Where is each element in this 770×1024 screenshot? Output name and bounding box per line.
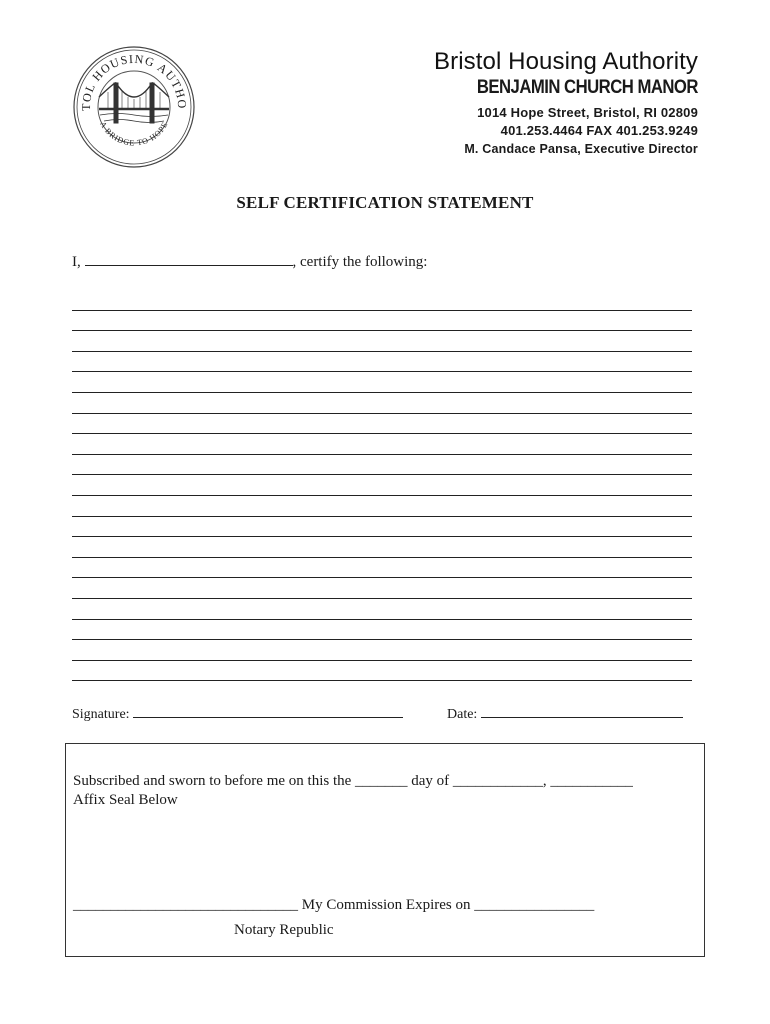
date-label: Date:: [447, 707, 478, 722]
svg-text:A BRIDGE TO HOPE: [98, 120, 169, 147]
statement-lines: [72, 290, 692, 681]
statement-line[interactable]: [72, 290, 692, 311]
address: 1014 Hope Street, Bristol, RI 02809: [477, 105, 698, 120]
bristol-housing-seal-logo: [72, 45, 196, 169]
organization-header: [434, 48, 698, 158]
bridge-icon: [99, 83, 169, 123]
statement-line[interactable]: [72, 496, 692, 517]
document-title: SELF CERTIFICATION STATEMENT: [236, 193, 534, 212]
executive-director: M. Candace Pansa, Executive Director: [464, 142, 698, 156]
date-field[interactable]: [481, 705, 683, 718]
statement-line[interactable]: [72, 537, 692, 558]
statement-line[interactable]: [72, 475, 692, 496]
certify-statement: [72, 252, 427, 271]
statement-line[interactable]: [72, 620, 692, 641]
statement-line[interactable]: [72, 414, 692, 435]
statement-line[interactable]: [72, 517, 692, 538]
certify-prefix: I,: [72, 254, 81, 270]
statement-line[interactable]: [72, 599, 692, 620]
statement-line[interactable]: [72, 352, 692, 373]
statement-line[interactable]: [72, 455, 692, 476]
statement-line[interactable]: [72, 661, 692, 682]
svg-text:BRISTOL HOUSING AUTHORITY: [72, 45, 189, 111]
notary-signature-line[interactable]: ______________________________ My Commission Expires on ________________: [73, 897, 595, 913]
certify-suffix: , certify the following:: [292, 254, 428, 270]
sworn-statement: [73, 772, 633, 810]
organization-name: Bristol Housing Authority: [434, 48, 698, 75]
name-field[interactable]: [85, 252, 293, 266]
statement-line[interactable]: [72, 311, 692, 332]
signature-label: Signature:: [72, 707, 130, 722]
statement-line[interactable]: [72, 578, 692, 599]
statement-line[interactable]: [72, 393, 692, 414]
phone-fax: 401.253.4464 FAX 401.253.9249: [500, 123, 698, 138]
notary-label: Notary Republic: [234, 922, 334, 938]
property-name: BENJAMIN CHURCH MANOR: [476, 77, 698, 98]
statement-line[interactable]: [72, 331, 692, 352]
signature-field[interactable]: [133, 705, 403, 718]
seal-top-text: TOL HOUSING AUTHO: [78, 51, 190, 111]
notary-section: [65, 743, 705, 957]
seal-bottom-text: A BRIDGE TO HOPE: [98, 120, 170, 148]
statement-line[interactable]: [72, 434, 692, 455]
statement-line[interactable]: [72, 640, 692, 661]
date-row: [447, 705, 683, 723]
statement-line[interactable]: [72, 558, 692, 579]
sworn-text: Subscribed and sworn to before me on this the _______ day of ____________, ___________: [73, 773, 633, 789]
statement-line[interactable]: [72, 372, 692, 393]
signature-row: [72, 705, 403, 723]
affix-seal-text: Affix Seal Below: [73, 792, 178, 808]
